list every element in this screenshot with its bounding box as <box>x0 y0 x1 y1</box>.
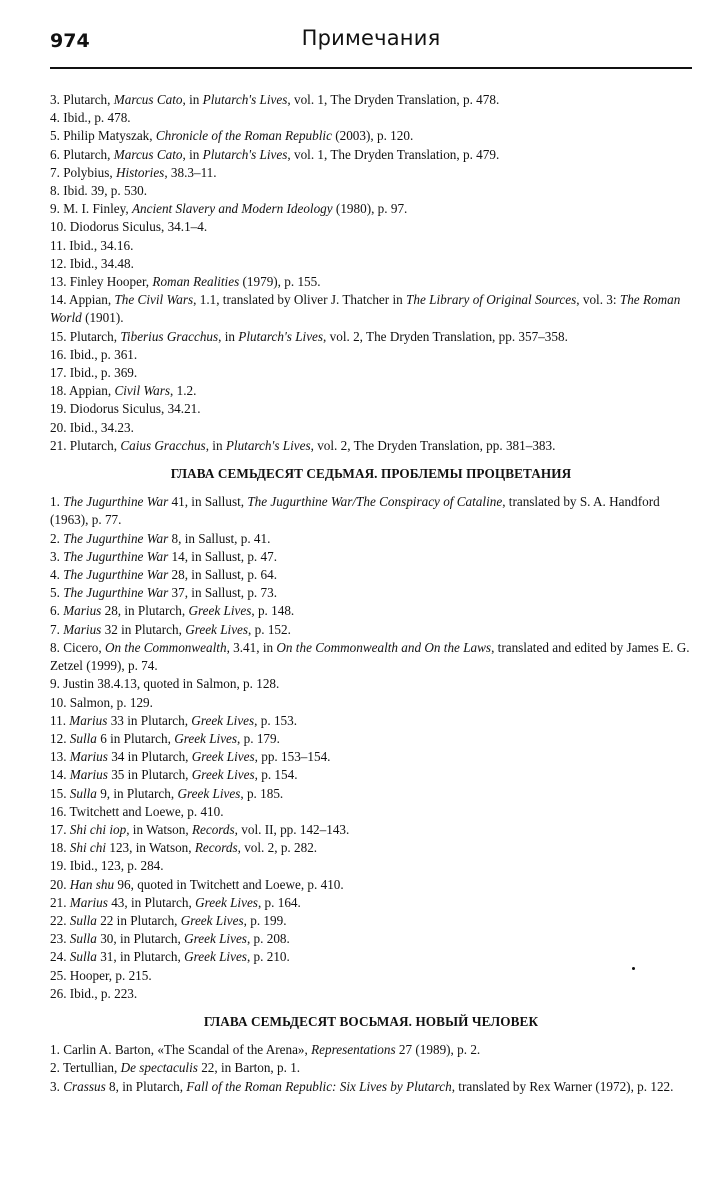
note-text: 17. Ibid., p. 369. <box>50 365 138 381</box>
note-text: , 1.1, translated by Oliver J. Thatcher in <box>193 292 407 308</box>
note-text: (1901). <box>81 310 124 326</box>
note-title-italic: Fall of the Roman Republic: Six Lives by Plutarch <box>186 1078 452 1094</box>
note-title-italic: Histories <box>115 164 165 180</box>
note-text: 13. Finley Hooper, <box>50 274 153 290</box>
note-item <box>50 127 692 145</box>
note-item <box>50 548 692 566</box>
note-text: , p. 164. <box>257 894 301 910</box>
note-text: , p. 208. <box>246 931 290 947</box>
note-text: 19. Ibid., 123, p. 284. <box>50 858 164 874</box>
note-text: 16. Twitchett and Loewe, p. 410. <box>50 803 224 819</box>
chapter-heading: ГЛАВА СЕМЬДЕСЯТ СЕДЬМАЯ. ПРОБЛЕМЫ ПРОЦВЕТАНИЯ <box>170 466 572 482</box>
note-item <box>50 146 692 164</box>
note-item <box>50 493 692 529</box>
note-title-italic: Greek Lives <box>184 931 247 947</box>
note-item <box>50 967 692 985</box>
note-item <box>50 530 692 548</box>
note-item <box>50 803 692 821</box>
note-title-italic: Records <box>194 840 238 856</box>
note-text: , vol. 1, The Dryden Translation, p. 479. <box>287 146 500 162</box>
note-title-italic: Greek Lives <box>185 621 249 637</box>
note-title-italic: Greek Lives <box>174 730 238 746</box>
note-text: , p. 154. <box>254 767 298 783</box>
note-item <box>50 584 692 602</box>
note-text: 18. <box>50 840 70 856</box>
note-title-italic: Greek Lives <box>184 949 247 965</box>
note-title-italic: The Jugurthine War <box>63 530 169 546</box>
note-text: 16. Ibid., p. 361. <box>50 346 138 362</box>
note-title-italic: Greek Lives <box>180 912 244 928</box>
note-text: , translated by Rex Warner (1972), p. 122. <box>451 1078 674 1094</box>
note-item <box>50 400 692 418</box>
note-text: 22 in Plutarch, <box>96 912 181 928</box>
note-title-italic: The Library of Original Sources <box>406 292 577 308</box>
notes-content <box>50 91 692 1096</box>
note-text: 8, in Sallust, p. 41. <box>168 530 271 546</box>
note-item <box>50 328 692 346</box>
note-text: , p. 153. <box>254 712 298 728</box>
note-item <box>50 639 692 675</box>
note-text: , pp. 153–154. <box>254 749 331 765</box>
note-title-italic: On the Commonwealth <box>104 639 227 655</box>
note-title-italic: Marius <box>63 603 102 619</box>
note-text: 15. Plutarch, <box>50 328 121 344</box>
note-title-italic: The Civil Wars <box>114 292 194 308</box>
note-text: 21. Plutarch, <box>50 437 121 453</box>
note-item <box>50 876 692 894</box>
note-title-italic: Han shu <box>69 876 115 892</box>
note-title-italic: Greek Lives <box>191 767 255 783</box>
note-title-italic: The Jugurthine War/The Conspiracy of Cataline <box>247 494 503 510</box>
note-item <box>50 273 692 291</box>
note-text: , in <box>218 328 239 344</box>
note-text: 4. Ibid., p. 478. <box>50 110 131 126</box>
note-text: , p. 148. <box>251 603 295 619</box>
header-rule <box>50 67 692 69</box>
note-text: 8. Cicero, <box>50 639 105 655</box>
note-title-italic: Records <box>191 821 235 837</box>
note-text: , vol. 2, The Dryden Translation, pp. 381–383. <box>310 437 556 453</box>
note-item <box>50 255 692 273</box>
note-text: 3. <box>50 1078 64 1094</box>
note-title-italic: Tiberius Gracchus <box>120 328 219 344</box>
note-item <box>50 985 692 1003</box>
note-title-italic: Marcus Cato <box>113 146 183 162</box>
note-text: 43, in Plutarch, <box>107 894 196 910</box>
note-title-italic: Marius <box>69 712 108 728</box>
note-text: 2. <box>50 530 64 546</box>
note-item <box>50 566 692 584</box>
note-text: , p. 179. <box>237 730 280 746</box>
note-text: , 3.41, in <box>226 639 277 655</box>
note-text: 24. <box>50 949 70 965</box>
note-text: , p. 185. <box>240 785 284 801</box>
note-text: 4. <box>50 567 64 583</box>
note-text: , vol. 2, p. 282. <box>237 840 318 856</box>
note-text: 7. <box>50 621 64 637</box>
note-text: 9. M. I. Finley, <box>50 201 132 217</box>
note-text: 5. <box>50 585 64 601</box>
note-title-italic: The Jugurthine War <box>63 494 169 510</box>
note-item <box>50 291 692 327</box>
note-text: 19. Diodorus Siculus, 34.21. <box>50 401 201 417</box>
note-title-italic: Sulla <box>69 949 97 965</box>
note-text: 2. Tertullian, <box>50 1060 121 1076</box>
note-text: 18. Appian, <box>50 383 115 399</box>
note-title-italic: Ancient Slavery and Modern Ideology <box>131 201 333 217</box>
note-item <box>50 200 692 218</box>
note-title-italic: Caius Gracchus <box>120 437 206 453</box>
note-text: (1979), p. 155. <box>239 274 321 290</box>
note-title-italic: De spectaculis <box>120 1060 198 1076</box>
note-text: 9, in Plutarch, <box>96 785 178 801</box>
chapter-heading: ГЛАВА СЕМЬДЕСЯТ ВОСЬМАЯ. НОВЫЙ ЧЕЛОВЕК <box>203 1013 539 1029</box>
note-text: 11. <box>50 712 70 728</box>
note-title-italic: Marcus Cato <box>113 92 183 107</box>
note-text: 34 in Plutarch, <box>107 749 192 765</box>
note-title-italic: The Jugurthine War <box>63 548 169 564</box>
note-text: 31, in Plutarch, <box>96 949 185 965</box>
note-text: 1. Carlin A. Barton, «The Scandal of the Arena», <box>50 1042 312 1058</box>
note-title-italic: On the Commonwealth and On the Laws <box>276 639 492 655</box>
note-title-italic: Crassus <box>63 1078 106 1094</box>
note-text: 13. <box>50 749 70 765</box>
note-text: 30, in Plutarch, <box>96 931 185 947</box>
note-title-italic: Civil Wars <box>114 383 171 399</box>
note-text: 26. Ibid., p. 223. <box>50 985 138 1001</box>
note-text: , in Watson, <box>126 821 192 837</box>
note-text: , 1.2. <box>170 383 197 399</box>
note-text: 12. <box>50 730 70 746</box>
note-title-italic: Shi chi <box>69 840 107 856</box>
note-text: 7. Polybius, <box>50 164 116 180</box>
note-text: 32 in Plutarch, <box>101 621 186 637</box>
note-title-italic: Greek Lives <box>177 785 241 801</box>
running-title: Примечания <box>301 26 441 50</box>
note-title-italic: Marius <box>63 621 102 637</box>
note-title-italic: Roman Realities <box>152 274 240 290</box>
note-item <box>50 857 692 875</box>
note-text: 22, in Barton, p. 1. <box>197 1060 301 1076</box>
note-text: , 38.3–11. <box>164 164 217 180</box>
note-text: 10. Diodorus Siculus, 34.1–4. <box>50 219 208 235</box>
note-text: 17. <box>50 821 70 837</box>
note-item <box>50 382 692 400</box>
note-text: 20. Ibid., 34.23. <box>50 419 134 435</box>
note-item <box>50 930 692 948</box>
note-text: 41, in Sallust, <box>168 494 248 510</box>
note-text: 23. <box>50 931 70 947</box>
note-item <box>50 894 692 912</box>
note-item <box>50 712 692 730</box>
note-text: 21. <box>50 894 70 910</box>
note-title-italic: Sulla <box>69 912 97 928</box>
note-title-italic: Greek Lives <box>188 603 252 619</box>
note-title-italic: Plutarch's Lives <box>202 92 288 107</box>
note-item <box>50 437 692 455</box>
note-text: 3. Plutarch, <box>50 92 114 107</box>
note-item <box>50 237 692 255</box>
note-title-italic: The Roman World <box>50 292 681 326</box>
note-text: 8. Ibid. 39, p. 530. <box>50 183 148 199</box>
note-item <box>50 109 692 127</box>
page-header <box>50 20 692 60</box>
note-title-italic: Sulla <box>69 730 97 746</box>
note-item <box>50 91 692 109</box>
note-text: 9. Justin 38.4.13, quoted in Salmon, p. 128. <box>50 676 280 692</box>
note-item <box>50 602 692 620</box>
note-text: , vol. 2, The Dryden Translation, pp. 357–358. <box>323 328 568 344</box>
note-text: 6. <box>50 603 64 619</box>
note-text: 12. Ibid., 34.48. <box>50 255 134 271</box>
note-text: 27 (1989), p. 2. <box>395 1042 481 1058</box>
note-text: (1980), p. 97. <box>332 201 408 217</box>
note-text: 6. Plutarch, <box>50 146 114 162</box>
note-text: , vol. 1, The Dryden Translation, p. 478. <box>287 92 500 107</box>
note-title-italic: Shi chi iop <box>69 821 127 837</box>
note-title-italic: Marius <box>69 767 108 783</box>
note-item <box>50 419 692 437</box>
note-item <box>50 218 692 236</box>
page-number: 974 <box>50 30 90 52</box>
note-title-italic: Representations <box>311 1042 396 1058</box>
note-title-italic: Chronicle of the Roman Republic <box>155 128 332 144</box>
note-text: 123, in Watson, <box>106 840 195 856</box>
note-text: 10. Salmon, p. 129. <box>50 694 153 710</box>
note-item <box>50 1078 692 1096</box>
note-text: , in <box>205 437 226 453</box>
note-title-italic: Plutarch's Lives <box>238 328 324 344</box>
note-text: , vol. II, pp. 142–143. <box>234 821 350 837</box>
note-text: , in <box>182 146 203 162</box>
note-title-italic: Greek Lives <box>191 749 255 765</box>
note-title-italic: The Jugurthine War <box>63 567 169 583</box>
note-item <box>50 1041 692 1059</box>
note-item <box>50 766 692 784</box>
note-title-italic: Greek Lives <box>195 894 258 910</box>
note-text: (2003), p. 120. <box>331 128 414 144</box>
note-item <box>50 675 692 693</box>
note-text: 28, in Sallust, p. 64. <box>168 567 278 583</box>
note-text: 1. <box>50 494 64 510</box>
note-item <box>50 164 692 182</box>
note-item <box>50 621 692 639</box>
note-item <box>50 182 692 200</box>
note-text: , p. 210. <box>246 949 290 965</box>
note-title-italic: The Jugurthine War <box>63 585 169 601</box>
note-text: 11. Ibid., 34.16. <box>50 237 134 253</box>
note-text: 3. <box>50 548 64 564</box>
note-text: 8, in Plutarch, <box>105 1078 187 1094</box>
note-item <box>50 364 692 382</box>
note-text: , translated and edited by James E. G. Zetzel (1999), p. 74. <box>50 639 690 674</box>
note-text: 22. <box>50 912 70 928</box>
note-item <box>50 1059 692 1077</box>
note-text: , p. 199. <box>243 912 287 928</box>
note-item <box>50 346 692 364</box>
note-item <box>50 948 692 966</box>
note-text: , vol. 3: <box>576 292 620 308</box>
note-text: 5. Philip Matyszak, <box>50 128 156 144</box>
note-text: , in <box>182 92 203 107</box>
note-text: 15. <box>50 785 70 801</box>
note-text: 6 in Plutarch, <box>96 730 175 746</box>
note-title-italic: Sulla <box>69 931 97 947</box>
note-text: 96, quoted in Twitchett and Loewe, p. 410. <box>114 876 344 892</box>
note-title-italic: Plutarch's Lives <box>225 437 311 453</box>
note-text: , translated by S. A. Handford (1963), p. 77. <box>50 494 660 528</box>
note-text: 25. Hooper, p. 215. <box>50 967 152 983</box>
note-text: 35 in Plutarch, <box>107 767 192 783</box>
note-item <box>50 748 692 766</box>
note-item <box>50 912 692 930</box>
note-item <box>50 785 692 803</box>
stray-dot <box>632 967 635 970</box>
note-text: 20. <box>50 876 70 892</box>
note-text: 14. <box>50 767 70 783</box>
note-item <box>50 821 692 839</box>
note-text: , p. 152. <box>248 621 291 637</box>
note-text: 14, in Sallust, p. 47. <box>168 548 278 564</box>
note-title-italic: Marius <box>69 894 108 910</box>
note-text: 14. Appian, <box>50 292 115 308</box>
note-item <box>50 730 692 748</box>
note-item <box>50 839 692 857</box>
note-title-italic: Greek Lives <box>191 712 255 728</box>
note-text: 28, in Plutarch, <box>101 603 189 619</box>
note-title-italic: Sulla <box>69 785 97 801</box>
note-title-italic: Marius <box>69 749 108 765</box>
note-text: 33 in Plutarch, <box>107 712 192 728</box>
note-text: 37, in Sallust, p. 73. <box>168 585 278 601</box>
note-title-italic: Plutarch's Lives <box>202 146 288 162</box>
note-item <box>50 694 692 712</box>
